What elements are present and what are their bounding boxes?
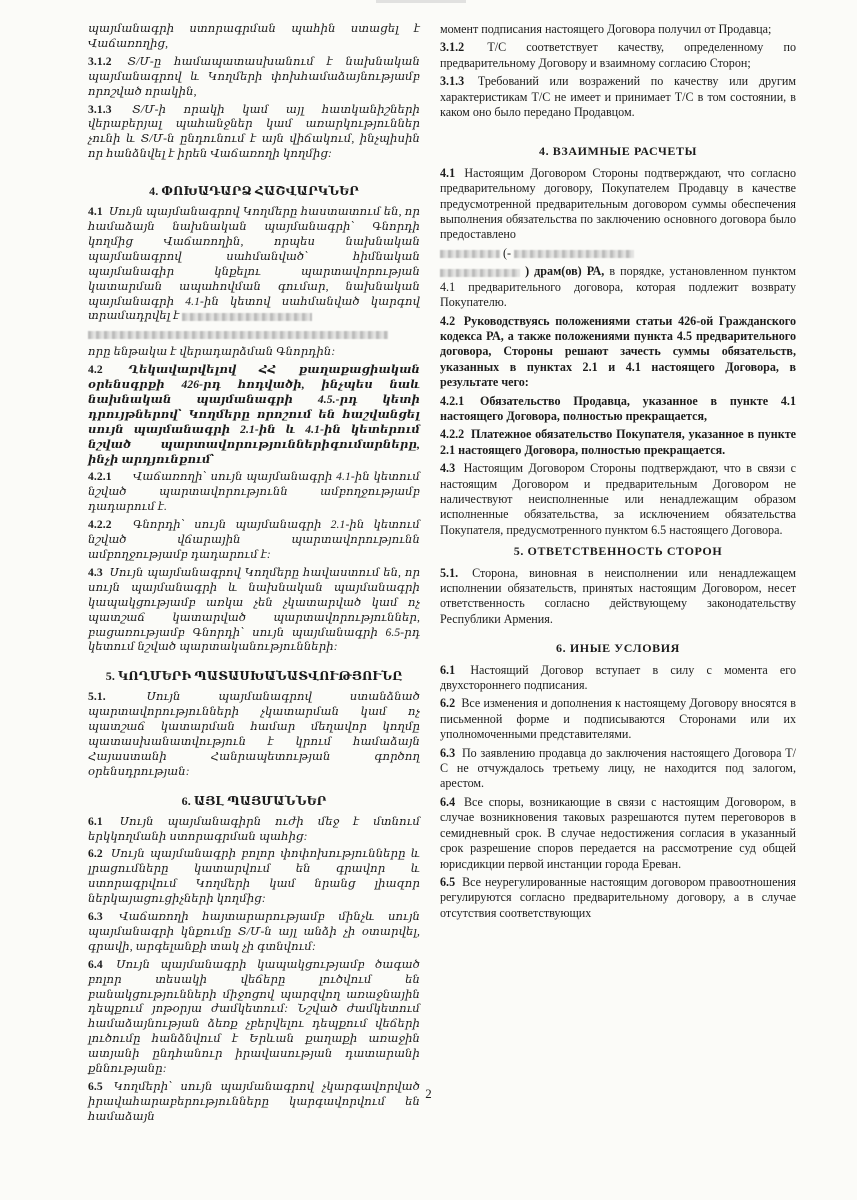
hy-clause-5-1: 5.1. Սույն պայմանագրով ստանձնած պարտավորությունների չկատարման կամ ոչ պատշաճ կատարման համար մեղավոր կողմը պատասխանատվություն է կրում համաձայն Հայաստանի Հանրապետության գործող օրենսդրության: xyxy=(88,690,420,778)
hy-clause-4-1-tail: որը ենթակա է վերադարձման Գնորդին: xyxy=(88,345,336,359)
hy-clause-3-1-2: 3.1.2 Տ/Մ-ը համապատասխանում է նախնական պայմանագրով և Կողմերի փոխհամաձայնությամբ որոշված որակին, xyxy=(88,54,420,98)
redacted-amount-tail xyxy=(440,269,520,277)
armenian-column xyxy=(88,22,420,1128)
hy-clause-4-2-2: 4.2.2 Գնորդի՝ սույն պայմանագրի 2.1-ին կետում նշված վճարային պարտավորությունն ամբողջությամբ դադարում է: xyxy=(88,518,420,561)
ru-clause-4-1-end: ) драм(ов) РА, в порядке, установленном пунктом 4.1 предварительного договора, которая подлежит возврату Покупателю. xyxy=(440,264,796,310)
ru-clause-4-2-1: 4.2.1 Обязательство Продавца, указанное в пункте 4.1 настоящего Договора, полностью прекращается, xyxy=(440,393,797,423)
hy-clause-6-3: 6.3 Վաճառողի հայտարարությամբ մինչև սույն պայմանագրի կնքումը Տ/Մ-ն այլ անձի չի օտարվել, գրավի, արգելանքի տակ չի գտնվում: xyxy=(88,910,420,953)
ru-clause-4-1-amount: (- xyxy=(440,246,796,261)
page-number: 2 xyxy=(425,1086,432,1101)
ru-clause-4-2-2: 4.2.2 Платежное обязательство Покупателя, указанное в пункте 2.1 настоящего Договора, полностью прекращается. xyxy=(440,427,797,457)
ru-clause-6-5: 6.5 Все неурегулированные настоящим договором правоотношения регулируются согласно предварительному договору, а в случае отсутствия соответствующих xyxy=(440,874,796,920)
hy-clause-4-2-1: 4.2.1 Վաճառողի՝ սույն պայմանագրի 4.1-ին կետում նշված պարտավորությունն ամբողջությամբ դադարում է. xyxy=(88,470,420,514)
hy-clause-4-3: 4.3 Սույն պայմանագրով Կողմերը հավաստում են, որ սույն պայմանագրի և նախնական պայմանագրի կապակցությամբ առկա չեն չկատարված կամ ոչ պատշաճ կատարված պարտավորություններ, բացառությամբ Գնորդի՝ սույն պայմանագրի 6.5-րդ կետում նշված պարտականությունների: xyxy=(88,565,421,654)
redacted-amount xyxy=(182,313,312,321)
hy-clause-6-1: 6.1 Սույն պայմանագիրն ուժի մեջ է մտնում երկկողմանի ստորագրման պահից: xyxy=(88,814,421,843)
hy-intro: պայմանագրի ստորագրման պահին ստացել է Վաճառողից, xyxy=(88,22,420,50)
ru-section-6-heading: 6. ИНЫЕ УСЛОВИЯ xyxy=(556,641,680,656)
redacted-amount xyxy=(440,250,500,258)
hy-section-4-heading: 4. ՓՈԽԱԴԱՐՁ ՀԱՇՎԱՐԿՆԵՐ xyxy=(149,184,359,199)
ru-clause-5-1: 5.1. Сторона, виновная в неисполнении или ненадлежащем исполнении обязательств, принятых настоящим Договором, несет ответственность согласно действующему законодательству Республики Армения. xyxy=(440,565,796,626)
ru-clause-4-1: 4.1 Настоящим Договором Стороны подтверждают, что согласно предварительному договору, Покупателем Продавцу в качестве предусмотренной предварительным договором суммы обеспечения выполнения обязательства по заключению основного договора было предоставлено xyxy=(440,165,796,242)
ru-clause-6-3: 6.3 По заявлению продавца до заключения настоящего Договора Т/С не отчуждалось третьему лицу, не находится под залогом, арестом. xyxy=(440,745,796,791)
hy-section-5-heading: 5. ԿՈՂՄԵՐԻ ՊԱՏԱՍԽԱՆԱՏՎՈՒԹՅՈՒՆԸ xyxy=(105,669,403,684)
hy-clause-6-5: 6.5 Կողմերի՝ սույն պայմանագրով չկարգավորված իրավահարաբերությունները կարգավորվում են համաձայն xyxy=(88,1080,420,1123)
top-edge-mark xyxy=(376,0,466,3)
redacted-amount-words xyxy=(514,250,634,258)
hy-clause-3-1-3: 3.1.3 Տ/Մ-ի որակի կամ այլ հատկանիշների վերաբերյալ պահանջներ կամ առարկություններ չունի և Տ/Մ-ն ընդունում է այն վիճակում, ինչպիսին որ հանձնվել է իրեն Վաճառողի կողմից: xyxy=(88,102,420,161)
ru-clause-4-3: 4.3 Настоящим Договором Стороны подтверждают, что в связи с настоящим Договором и предварительным Договором не наличествуют неисполненные или ненадлежащим образом исполненные обязательства, за исключением обязательства Покупателя, предусмотренного пунктом 6.5 настоящего Договора. xyxy=(440,461,796,537)
hy-clause-4-2: 4.2 Ղեկավարվելով ՀՀ քաղաքացիական օրենսգրքի 426-րդ հոդվածի, ինչպես նաև նախնական պայմանագրի 4.5.-րդ կետի դրույթներով՝ Կողմերը որոշում են հաշվանցել սույն պայմանագրի 2.1-ին և 4.1-ին կետերում նշված պարտավորություններիգումարները, ինչի արդյունքում՝ xyxy=(88,363,420,466)
hy-clause-6-2: 6.2 Սույն պայմանագրի բոլոր փոփոխությունները և լրացումները կատարվում են գրավոր և ստորագրվում Կողմերի կամ նրանց լիազոր ներկայացուցիչների կողմից: xyxy=(88,847,420,906)
redacted-amount-line xyxy=(88,331,388,339)
ru-clause-3-1-2: 3.1.2 Т/С соответствует качеству, определенному по предварительному Договору и взаимному согласию Сторон; xyxy=(440,40,796,70)
ru-section-4-heading: 4. ВЗАИМНЫЕ РАСЧЕТЫ xyxy=(538,144,697,159)
hy-clause-4-1-end xyxy=(88,327,420,342)
ru-clause-6-2: 6.2 Все изменения и дополнения к настоящему Договору вносятся в письменной форме и подписываются Сторонами или их уполномоченными представителями. xyxy=(440,696,796,742)
hy-clause-4-1: 4.1 Սույն պայմանագրով Կողմերը հաստատում են, որ համաձայն նախնական պայմանագրի՝ Գնորդի կողմից Վաճառողին, որպես նախնական պայմանագրով սահմանված՝ հիմնական պայմանագիր կնքելու պարտավորության կատարման ապահովման գումար, նախնական պայմանագրի 4.1-ին կետով սահմանված կարգով տրամադրվել է xyxy=(88,205,420,323)
hy-section-6-heading: 6. ԱՅԼ ՊԱՅՄԱՆՆԵՐ xyxy=(181,793,327,808)
hy-clause-6-4: 6.4 Սույն պայմանագրի կապակցությամբ ծագած բոլոր տեսակի վեճերը լուծվում են բանակցությունների միջոցով պարզվող առաջնային դեպքում յոթօրյա ժամկետում: Նշված ժամկետում համաձայնության ձեռք չբերվելու դեպքում վեճերի լուծումը հանձնվում է Երևան քաղաքի առաջին ատյանի ընդհանուր իրավասության դատարանի քննությանը: xyxy=(88,957,420,1076)
ru-clause-3-1-3: 3.1.3 Требований или возражений по качеству или другим характеристикам Т/С не имеет и принимает Т/С в том состоянии, в каком оно было передано Продавцом. xyxy=(440,74,796,120)
ru-clause-6-1: 6.1 Настоящий Договор вступает в силу с момента его двухстороннего подписания. xyxy=(440,662,796,693)
ru-section-5-heading: 5. ОТВЕТСТВЕННОСТЬ СТОРОН xyxy=(513,544,723,559)
ru-intro: момент подписания настоящего Договора получил от Продавца; xyxy=(440,22,772,36)
ru-clause-4-2: 4.2 Руководствуясь положениями статьи 426-ой Гражданского кодекса РА, а также положениями пункта 4.5 предварительного договора, Стороны решают зачесть суммы обязательств, указанных в пунктах 2.1 и 4.1 настоящего Договора, в результате чего: xyxy=(440,313,796,390)
ru-clause-6-4: 6.4 Все споры, возникающие в связи с настоящим Договором, в случае возникновения таковых разрешаются путем переговоров в семидневный срок. В случае недостижения согласия в указанный срок разрешение споров передается на рассмотрение суд общей юрисдикции первой инстанции города Ереван. xyxy=(440,794,796,871)
russian-column xyxy=(440,22,796,924)
